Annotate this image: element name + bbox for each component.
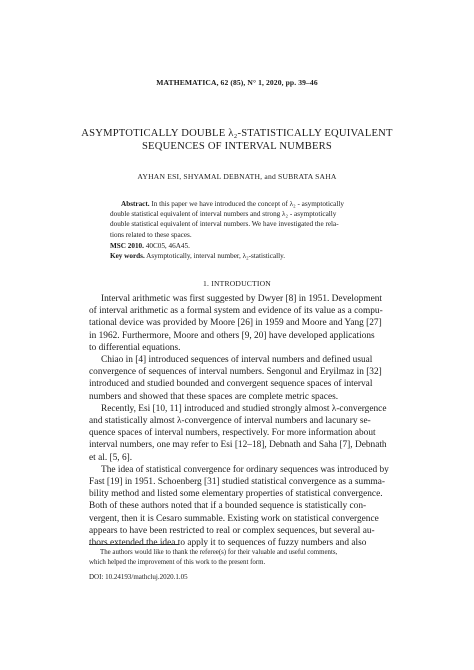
text-line: Interval arithmetic was first suggested by Dwyer [8] in 1951. Development: [101, 294, 383, 304]
text-line: Chiao in [4] introduced sequences of interval numbers and defined usual: [101, 355, 373, 366]
text-line: appears to have been restricted to real or complex sequences, but several au-: [89, 525, 375, 536]
text-line: vergent, then it is Cesaro summable. Existing work on statistical convergence: [89, 513, 379, 524]
abstract-block: [110, 199, 368, 261]
text-line: Both of these authors noted that if a bounded sequence is statistically con-: [89, 501, 367, 512]
msc-label: MSC 2010.: [110, 241, 144, 250]
footnote-line: The authors would like to thank the referee(s) for their valuable and useful comments,: [100, 549, 338, 556]
abstract-label: Abstract.: [121, 200, 150, 208]
keywords-label: Key words.: [110, 252, 145, 261]
text-line: of interval arithmetic as a formal system and evidence of its value as a compu-: [89, 306, 383, 317]
text-line: The idea of statistical convergence for ordinary sequences was introduced by: [101, 464, 389, 475]
paragraph-1: [89, 293, 385, 354]
abstract-line: double statistical equivalent of interval numbers and strong λ₂ - asymptotically: [110, 210, 337, 219]
keywords-line: [110, 251, 368, 261]
abstract-line: [110, 199, 368, 209]
journal-header: MATHEMATICA, 62 (85), N° 1, 2020, pp. 39–46: [156, 78, 318, 87]
title-line-1: ASYMPTOTICALLY DOUBLE λ₂-STATISTICALLY EQUIVALENT: [81, 128, 393, 139]
text-line: in 1962. Furthermore, Moore and others [9, 20] have developed applications: [89, 330, 375, 341]
keywords-value: Asymptotically, interval number, λ₂-statistically.: [146, 252, 286, 261]
abstract-line: tions related to these spaces.: [110, 230, 192, 239]
text-line: convergence of sequences of interval numbers. Sengonul and Eryilmaz in [32]: [89, 367, 382, 378]
text-line: interval numbers, one may refer to Esi [12–18], Debnath and Saha [7], Debnath: [89, 440, 387, 451]
abstract-text: [110, 199, 368, 240]
title-line-2: SEQUENCES OF INTERVAL NUMBERS: [141, 141, 333, 152]
text-line: and statistically almost λ-convergence of interval numbers and lacunary se-: [89, 416, 371, 427]
text-line: Fast [19] in 1951. Schoenberg [31] studied statistical convergence as a summa-: [89, 477, 385, 488]
abstract-line-text: In this paper we have introduced the concept of λ₂ - asymptotically: [151, 200, 344, 208]
text-line: quence spaces of interval numbers, respectively. For more information about: [89, 428, 376, 439]
text-line: introduced and studied bounded and convergent sequence spaces of interval: [89, 379, 373, 390]
paragraph-2: [89, 354, 385, 403]
footnote-line: which helped the improvement of this work to the present form.: [89, 558, 266, 566]
paragraph-4: [89, 464, 389, 549]
text-line: thors extended the idea to apply it to sequences of fuzzy numbers and also: [89, 538, 367, 549]
msc-value: 40C05, 46A45.: [145, 241, 190, 250]
abstract-line: double statistical equivalent of interval numbers. We have investigated the rela-: [110, 220, 339, 229]
text-line: et al. [5, 6].: [89, 452, 133, 463]
text-line: bility method and listed some elementary properties of statistical convergence.: [89, 489, 383, 500]
text-line: to differential equations.: [89, 342, 181, 353]
text-line: Recently, Esi [10, 11] introduced and studied strongly almost λ-convergence: [101, 403, 387, 414]
text-line: tational device was provided by Moore [26] in 1959 and Moore and Yang [27]: [89, 318, 382, 329]
author-list: AYHAN ESI, SHYAMAL DEBNATH, and SUBRATA SAHA: [137, 172, 337, 181]
doi-line: DOI: 10.24193/mathcluj.2020.1.05: [89, 573, 188, 581]
paper-title: [60, 127, 414, 153]
paragraph-3: [89, 403, 385, 464]
text-line: numbers and showed that these spaces are complete metric spaces.: [89, 391, 339, 402]
body-text: [89, 293, 389, 549]
footnote-divider: [89, 544, 179, 545]
msc-line: [110, 241, 368, 251]
section-heading: 1. INTRODUCTION: [203, 279, 271, 288]
footnote: [89, 548, 385, 567]
